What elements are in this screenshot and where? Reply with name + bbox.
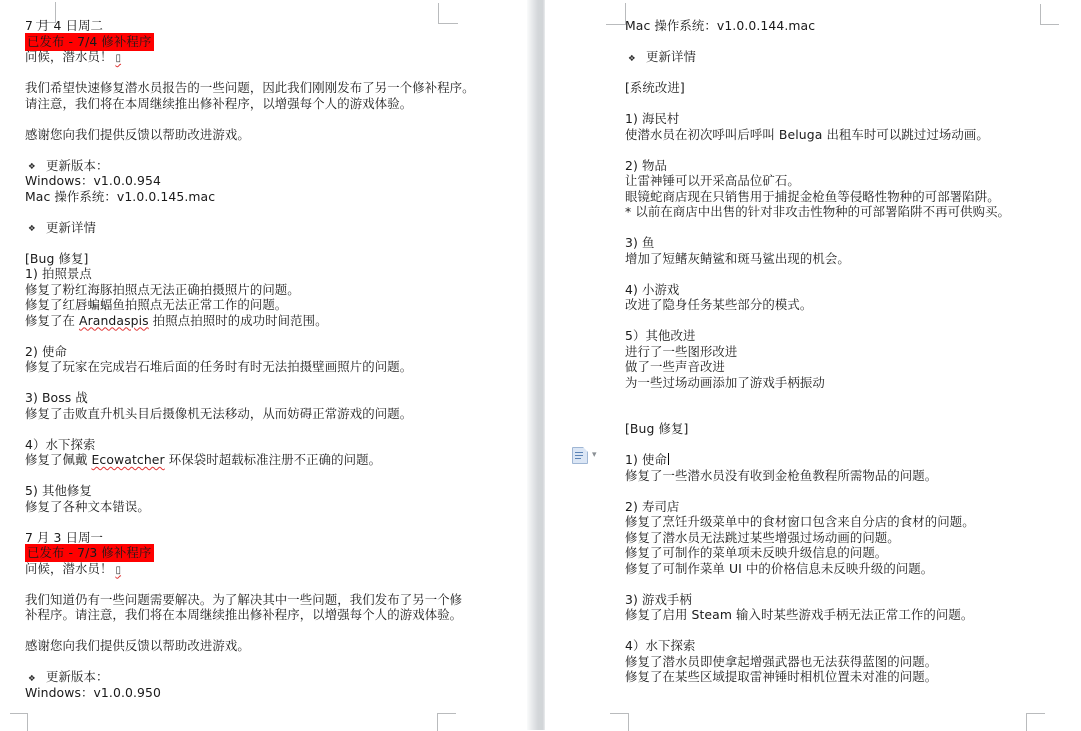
document-text-line[interactable]	[625, 452, 1065, 468]
released-patch-status-line[interactable]	[25, 545, 520, 561]
empty-line[interactable]	[25, 576, 520, 592]
crop-mark-bottom-left-page2	[610, 713, 629, 731]
text-run: [Bug 修复]	[625, 421, 689, 436]
text-run: 修复了在	[25, 312, 80, 328]
document-text-line[interactable]	[625, 251, 1065, 267]
bulleted-heading-line[interactable]	[25, 669, 520, 685]
text-run: 拍照点拍照时的成功时间范围。	[148, 312, 328, 328]
clipboard-paste-icon	[572, 447, 588, 464]
text-run: Mac 操作系统：v1.0.0.145.mac	[25, 188, 216, 204]
document-text-line[interactable]	[625, 545, 1065, 561]
document-text-line[interactable]	[625, 80, 1065, 96]
text-run: 进行了一些图形改进	[625, 343, 738, 359]
text-run: [Bug 修复]	[25, 250, 89, 266]
empty-line[interactable]	[625, 576, 1065, 592]
text-run: 问候，潜水员！	[25, 49, 113, 64]
text-run: 我们知道仍有一些问题需要解决。为了解决其中一些问题，我们发布了另一个修	[25, 591, 463, 607]
document-text-line[interactable]	[625, 204, 1065, 220]
document-text-line[interactable]	[625, 158, 1065, 174]
empty-line[interactable]	[625, 313, 1065, 329]
text-run: 修复了佩戴	[25, 452, 92, 467]
red-highlight	[25, 33, 154, 51]
text-run: 修复了潜水员无法跳过某些增强过场动画的问题。	[625, 529, 900, 545]
document-text-line[interactable]	[25, 390, 520, 406]
text-run: 4）水下探索	[625, 638, 696, 653]
document-text-line[interactable]	[25, 80, 520, 96]
document-text-line[interactable]	[625, 282, 1065, 298]
text-run: 已发布 - 7/4 修补程序	[27, 33, 152, 49]
crop-mark-top-left-page2	[606, 3, 626, 25]
empty-line[interactable]	[25, 654, 520, 670]
document-text-line[interactable]	[625, 669, 1065, 685]
crop-mark-bottom-right-page2	[1026, 713, 1045, 731]
document-text-line[interactable]	[25, 607, 520, 623]
empty-line[interactable]	[625, 142, 1065, 158]
page-2-text-area[interactable]	[625, 18, 1065, 685]
text-run: 修复了粉红海豚拍照点无法正确拍摄照片的问题。	[25, 281, 300, 297]
text-run: 使潜水员在初次呼叫后呼叫 Beluga 出租车时可以跳过过场动画。	[625, 126, 989, 142]
text-run: * 以前在商店中出售的针对非攻击性物种的可部署陷阱不再可供购买。	[625, 204, 1011, 219]
text-run: 3) 鱼	[625, 235, 655, 250]
document-text-line[interactable]	[25, 530, 520, 546]
empty-line[interactable]	[25, 421, 520, 437]
document-text-line[interactable]	[25, 437, 520, 453]
text-run: 感谢您向我们提供反馈以帮助改进游戏。	[25, 126, 250, 142]
document-text-line[interactable]	[625, 654, 1065, 670]
text-run: 眼镜蛇商店现在只销售用于捕捉金枪鱼等侵略性物种的可部署陷阱。	[625, 188, 1000, 204]
empty-line[interactable]	[25, 65, 520, 81]
empty-line[interactable]	[25, 204, 520, 220]
missing-glyph-icon: ▯	[115, 564, 122, 576]
text-run: 修复了红唇蝙蝠鱼拍照点无法正常工作的问题。	[25, 297, 288, 312]
text-run: 更新版本：	[46, 157, 109, 173]
text-run: 请注意，我们将在本周继续推出修补程序，以增强每个人的游戏体验。	[25, 95, 413, 111]
document-text-line[interactable]	[625, 514, 1065, 530]
empty-line[interactable]	[625, 390, 1065, 406]
text-run: Mac 操作系统：v1.0.0.144.mac	[625, 18, 816, 33]
text-run: 改进了隐身任务某些部分的模式。	[625, 297, 813, 312]
page-gutter	[527, 0, 545, 730]
empty-line[interactable]	[25, 142, 520, 158]
document-text-line[interactable]	[625, 638, 1065, 654]
empty-line[interactable]	[25, 514, 520, 530]
bullet-diamond-icon: ❖	[28, 162, 36, 172]
document-text-line[interactable]	[25, 483, 520, 499]
document-text-line[interactable]	[25, 282, 520, 298]
text-run: 1) 海民村	[625, 111, 680, 126]
document-text-line[interactable]	[625, 499, 1065, 515]
empty-line[interactable]	[25, 375, 520, 391]
text-run: 4）水下探索	[25, 436, 96, 452]
document-text-line[interactable]	[625, 235, 1065, 251]
document-text-line[interactable]	[625, 375, 1065, 391]
bullet-diamond-icon: ❖	[28, 673, 36, 684]
bullet-diamond-icon: ❖	[28, 224, 36, 234]
text-run: [系统改进]	[625, 80, 685, 95]
document-text-line[interactable]	[25, 96, 520, 112]
text-run: 修复了烹饪升级菜单中的食材窗口包含来自分店的食材的问题。	[625, 514, 975, 529]
empty-line[interactable]	[625, 406, 1065, 422]
text-run: 修复了击败直升机头目后摄像机无法移动，从而妨碍正常游戏的问题。	[25, 405, 413, 421]
text-run: 让雷神锤可以开采高品位矿石。	[625, 173, 800, 188]
text-run: 1) 使命	[625, 452, 667, 467]
text-run: Windows：v1.0.0.954	[25, 173, 161, 188]
text-run: 增加了短鳍灰鲭鲨和斑马鲨出现的机会。	[625, 250, 850, 266]
text-run: 为一些过场动画添加了游戏手柄振动	[625, 374, 825, 390]
document-text-line[interactable]	[25, 173, 520, 189]
empty-line[interactable]	[25, 111, 520, 127]
text-run: 7 月 3 日周一	[25, 529, 104, 545]
document-text-line[interactable]	[625, 561, 1065, 577]
empty-line[interactable]	[625, 34, 1065, 50]
text-run: 3) 游戏手柄	[625, 591, 692, 607]
document-text-line[interactable]	[25, 251, 520, 267]
document-text-line[interactable]	[625, 328, 1065, 344]
spellcheck-flagged-word: Arandaspis	[79, 312, 149, 328]
document-text-line[interactable]	[25, 266, 520, 282]
crop-mark-bottom-right-page1	[437, 713, 456, 731]
document-text-line[interactable]	[625, 607, 1065, 623]
text-run: 更新详情	[646, 49, 696, 64]
bulleted-heading-line[interactable]	[25, 220, 520, 236]
document-text-line[interactable]	[625, 421, 1065, 437]
empty-line[interactable]	[625, 65, 1065, 81]
empty-line[interactable]	[25, 328, 520, 344]
text-run: 修复了启用 Steam 输入时某些游戏手柄无法正常工作的问题。	[625, 607, 974, 622]
document-text-line[interactable]	[625, 359, 1065, 375]
text-run: 1) 拍照景点	[25, 266, 92, 281]
document-text-line[interactable]	[625, 297, 1065, 313]
text-run: 5）其他改进	[625, 328, 696, 343]
text-run: 4) 小游戏	[625, 281, 680, 297]
text-run: 问候，潜水员！	[25, 560, 113, 576]
text-run: 做了一些声音改进	[625, 359, 725, 374]
document-text-line[interactable]	[25, 344, 520, 360]
text-run: 更新版本：	[46, 669, 109, 684]
text-run: 我们希望快速修复潜水员报告的一些问题，因此我们刚刚发布了另一个修补程序。	[25, 80, 475, 95]
document-text-line[interactable]	[25, 189, 520, 205]
bulleted-heading-line[interactable]	[25, 158, 520, 174]
text-run: 2) 寿司店	[625, 498, 680, 514]
document-text-line[interactable]	[625, 18, 1065, 34]
document-text-line[interactable]	[25, 18, 520, 34]
document-text-line[interactable]	[625, 189, 1065, 205]
empty-line[interactable]	[25, 235, 520, 251]
text-run: 修复了一些潜水员没有收到金枪鱼教程所需物品的问题。	[625, 467, 938, 483]
empty-line[interactable]	[25, 468, 520, 484]
document-text-line[interactable]	[25, 313, 520, 329]
document-text-line[interactable]	[25, 127, 520, 143]
document-text-line[interactable]	[625, 111, 1065, 127]
document-text-line[interactable]	[25, 359, 520, 375]
document-text-line[interactable]	[625, 530, 1065, 546]
text-run: Windows：v1.0.0.950	[25, 684, 161, 700]
text-run: 环保袋时超载标准注册不正确的问题。	[164, 452, 382, 467]
document-text-line[interactable]	[25, 499, 520, 515]
text-run: 2) 物品	[625, 157, 667, 173]
document-text-line[interactable]	[25, 685, 520, 701]
document-text-line[interactable]	[25, 452, 520, 468]
page-1-text-area[interactable]	[25, 18, 520, 700]
red-highlight	[25, 544, 154, 562]
bullet-diamond-icon: ❖	[628, 53, 636, 64]
text-run: 修复了在某些区域提取雷神锤时相机位置未对准的问题。	[625, 669, 938, 684]
empty-line[interactable]	[625, 220, 1065, 236]
document-text-line[interactable]	[625, 127, 1065, 143]
text-run: 已发布 - 7/3 修补程序	[27, 545, 152, 560]
text-run: 5) 其他修复	[25, 483, 92, 498]
empty-line[interactable]	[625, 483, 1065, 499]
chevron-down-icon[interactable]: ▾	[592, 450, 597, 460]
text-run: 修复了潜水员即使拿起增强武器也无法获得蓝图的问题。	[625, 653, 938, 669]
text-cursor	[668, 453, 669, 465]
missing-glyph-icon: ▯	[115, 53, 122, 64]
released-patch-status-line[interactable]	[25, 34, 520, 50]
empty-line[interactable]	[25, 623, 520, 639]
document-text-line[interactable]	[625, 468, 1065, 484]
paste-options-button[interactable]	[572, 447, 606, 465]
document-text-line[interactable]	[25, 406, 520, 422]
text-run: 修复了可制作菜单 UI 中的价格信息未反映升级的问题。	[625, 560, 934, 576]
empty-line[interactable]	[625, 96, 1065, 112]
document-text-line[interactable]	[25, 49, 520, 65]
text-run: 修复了各种文本错误。	[25, 498, 150, 514]
text-run: 感谢您向我们提供反馈以帮助改进游戏。	[25, 638, 250, 653]
document-text-line[interactable]	[25, 297, 520, 313]
document-text-line[interactable]	[625, 344, 1065, 360]
text-run: 7 月 4 日周二	[25, 18, 104, 33]
document-text-line[interactable]	[25, 592, 520, 608]
empty-line[interactable]	[625, 623, 1065, 639]
document-text-line[interactable]	[25, 638, 520, 654]
spellcheck-flagged-word: Ecowatcher	[91, 452, 165, 467]
empty-line[interactable]	[625, 266, 1065, 282]
text-run: 补程序。请注意，我们将在本周继续推出修补程序，以增强每个人的游戏体验。	[25, 607, 463, 622]
document-text-line[interactable]	[625, 592, 1065, 608]
document-text-line[interactable]	[25, 561, 520, 577]
empty-line[interactable]	[625, 437, 1065, 453]
text-run: 修复了玩家在完成岩石堆后面的任务时有时无法拍摄壁画照片的问题。	[25, 359, 413, 374]
text-run: 更新详情	[46, 219, 96, 235]
crop-mark-bottom-left-page1	[10, 713, 28, 731]
bulleted-heading-line[interactable]	[625, 49, 1065, 65]
text-run: 修复了可制作的菜单项未反映升级信息的问题。	[625, 545, 888, 560]
text-run: 3) Boss 战	[25, 390, 88, 405]
document-text-line[interactable]	[625, 173, 1065, 189]
text-run: 2) 使命	[25, 343, 67, 359]
